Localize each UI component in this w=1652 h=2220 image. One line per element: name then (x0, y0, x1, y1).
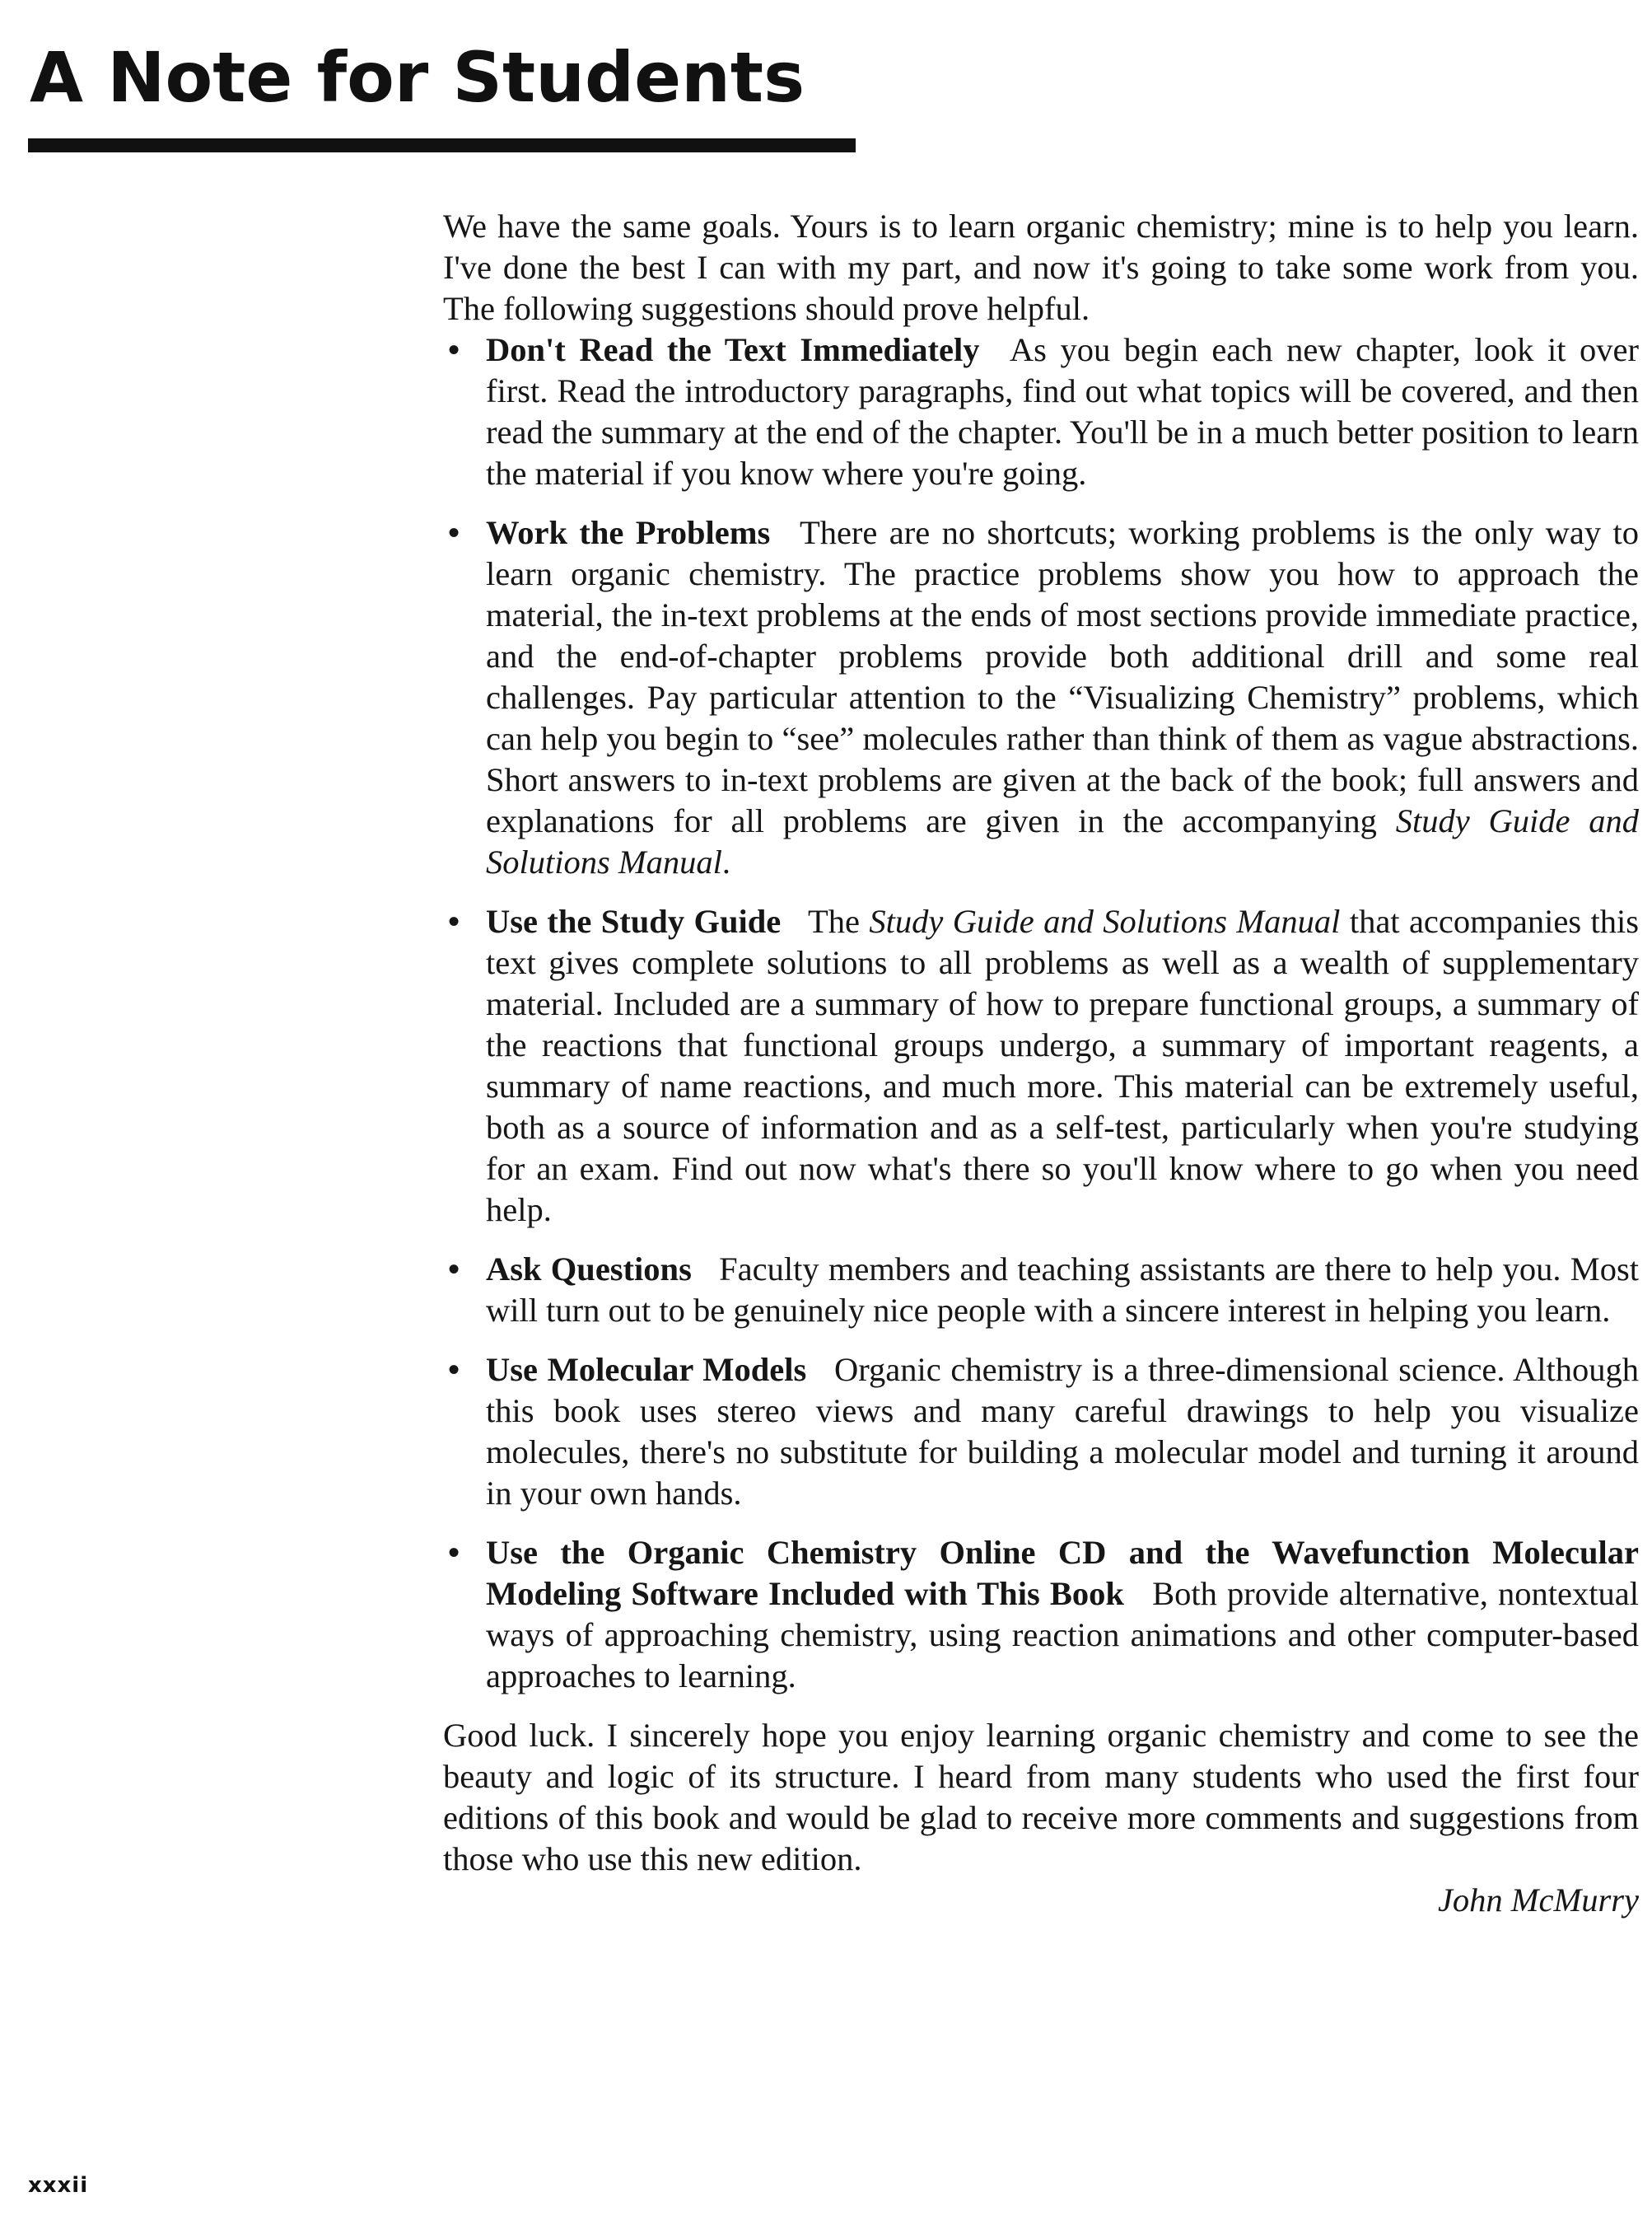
tip-title: Don't Read the Text Immediately (486, 331, 980, 368)
tip-item (443, 1249, 1639, 1331)
tip-title: Use Molecular Models (486, 1351, 807, 1388)
page-title: A Note for Students (30, 37, 805, 118)
bullet-icon: • (448, 1351, 460, 1388)
tip-text: Faculty members and teaching assistants are there to help you. Most will turn out to be genuinely nice people with a sincere interest in helping you learn. (486, 1250, 1639, 1329)
page-number: xxxii (28, 2173, 89, 2198)
tip-item (443, 512, 1639, 883)
tip-text: There are no shortcuts; working problems is the only way to learn organic chemistry. The practice problems show you how to approach the material, the in-text problems at the ends of most sections provide immediate practice, and the end-of-chapter problems provide both additional drill and some real challenges. Pay particular attention to the “Visualizing Chemistry” problems, which can help you begin to “see” molecules rather than think of them as vague abstractions. Short answers to in-text problems are given at the back of the book; full answers and explanations for all problems are given in the accompanying (486, 514, 1639, 839)
tips-list (443, 329, 1639, 1697)
tip-text-start: The (807, 903, 860, 940)
title-rule (28, 138, 856, 152)
bullet-icon: • (448, 1250, 460, 1288)
intro-paragraph: We have the same goals. Yours is to learn organic chemistry; mine is to help you learn. I've done the best I can with my part, and now it's going to take some work from you. The following suggestions should prove helpful. (443, 208, 1639, 327)
bullet-icon: • (448, 903, 460, 940)
tip-item (443, 329, 1639, 494)
tip-text-end: . (721, 844, 731, 881)
book-title: Study Guide and Solutions Manual (486, 802, 1639, 881)
closing-paragraph: Good luck. I sincerely hope you enjoy learning organic chemistry and come to see the beauty and logic of its structure. I heard from many students who used the first four editions of this book and would be glad to receive more comments and suggestions from those who use this new edition. (443, 1717, 1639, 1877)
tip-text: that accompanies this text gives complete solutions to all problems as well as a wealth of supplementary material. Included are a summary of how to prepare functional groups, a summary of the reactions that functional groups undergo, a summary of important reagents, a summary of name reactions, and much more. This material can be extremely useful, both as a source of information and as a self-test, particularly when you're studying for an exam. Find out now what's there so you'll know where to go when you need help. (486, 903, 1640, 1228)
tip-item (443, 1349, 1639, 1514)
tip-item (443, 1532, 1639, 1697)
tip-text: Organic chemistry is a three-dimensional science. Although this book uses stereo views and many careful drawings to help you visualize molecules, there's no substitute for building a molecular model and turning it around in your own hands. (486, 1351, 1639, 1512)
tip-title: Work the Problems (486, 514, 771, 551)
note-body (443, 206, 1639, 1921)
tip-text: Both provide alternative, nontextual ways of approaching chemistry, using reaction animations and other computer-based approaches to learning. (486, 1575, 1639, 1694)
tip-title: Use the Organic Chemistry Online CD and the Wavefunction Molecular Modeling Software Included with This Book (486, 1534, 1639, 1612)
tip-text: As you begin each new chapter, look it over first. Read the introductory paragraphs, find out what topics will be covered, and then read the summary at the end of the chapter. You'll be in a much better position to learn the material if you know where you're going. (486, 331, 1639, 492)
tip-title: Use the Study Guide (486, 903, 782, 940)
bullet-icon: • (448, 1534, 460, 1571)
bullet-icon: • (448, 331, 460, 368)
tip-item (443, 901, 1639, 1231)
book-title: Study Guide and Solutions Manual (869, 903, 1341, 940)
tip-title: Ask Questions (486, 1250, 692, 1288)
author-signature: John McMurry (1437, 1881, 1639, 1919)
bullet-icon: • (448, 514, 460, 551)
